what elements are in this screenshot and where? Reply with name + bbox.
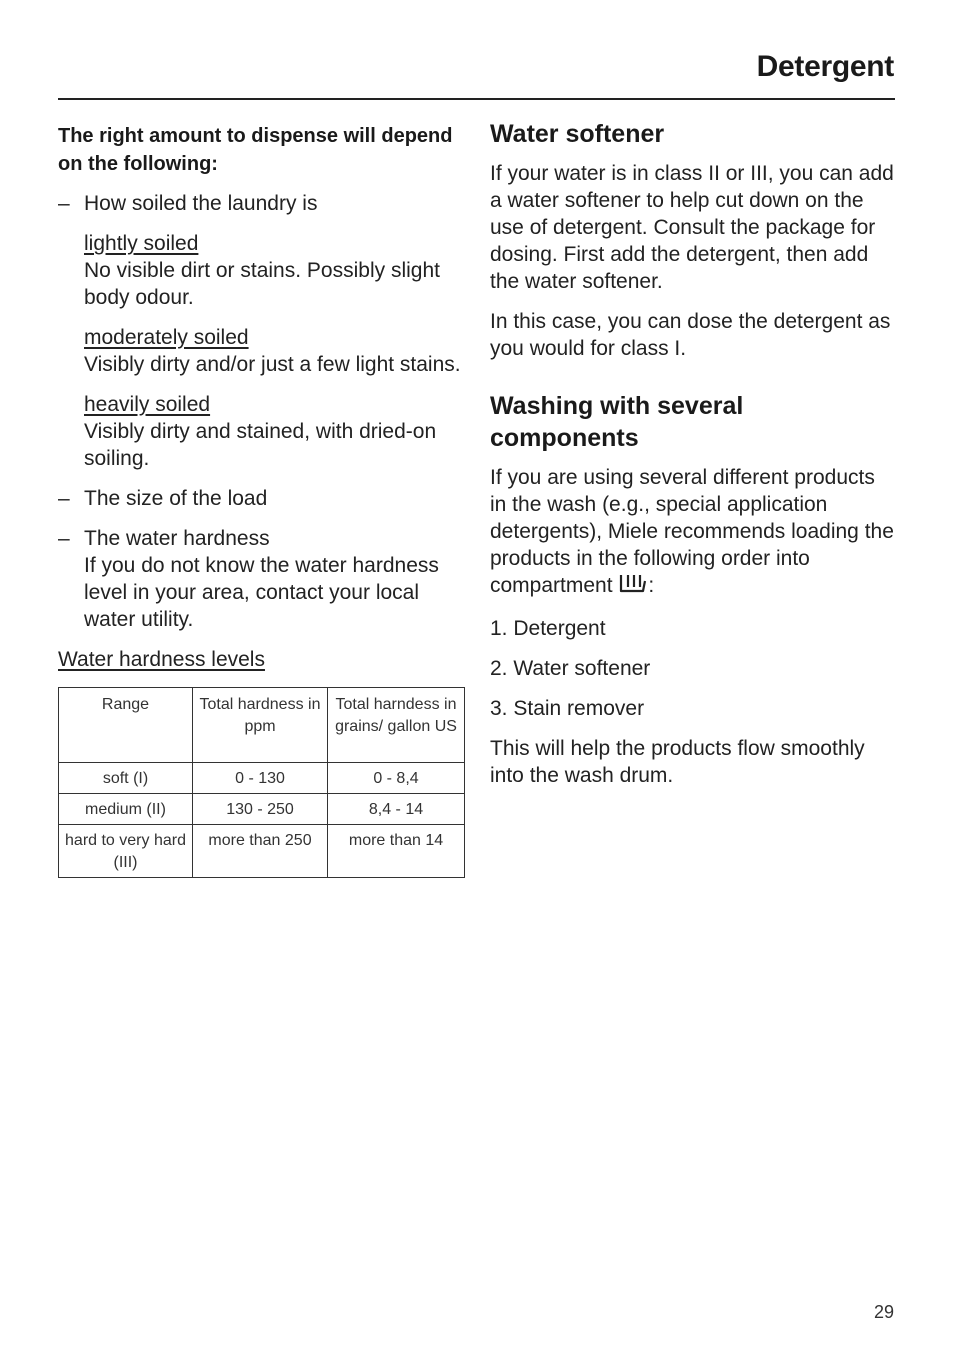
soil-level-heavy bbox=[84, 391, 468, 472]
soil-level-desc: No visible dirt or stains. Possibly slight body odour. bbox=[84, 259, 440, 309]
soil-level-moderate bbox=[84, 324, 468, 378]
dash-bullet: – bbox=[58, 192, 70, 215]
table-cell: 130 - 250 bbox=[193, 794, 328, 825]
factor-hardness-note: If you do not know the water hardness level in your area, contact your local water utility. bbox=[84, 554, 439, 631]
closing-paragraph: This will help the products flow smoothly into the wash drum. bbox=[490, 737, 865, 787]
water-softener-note: In this case, you can dose the detergent as you would for class I. bbox=[490, 310, 891, 360]
factor-load bbox=[58, 485, 468, 512]
main-wash-compartment-icon bbox=[618, 573, 648, 602]
table-row bbox=[59, 794, 465, 825]
table-cell: 0 - 8,4 bbox=[328, 763, 465, 794]
intro-text: The right amount to dispense will depend on the following: bbox=[58, 125, 453, 175]
several-components-paragraph bbox=[490, 464, 895, 602]
factor-hardness bbox=[58, 525, 468, 633]
water-softener-paragraph: If your water is in class II or III, you can add a water softener to help cut down on the use of detergent. Consult the package for dosing. First add the detergent, then add the water softener. bbox=[490, 162, 894, 293]
factor-hardness-label: The water hardness bbox=[84, 527, 270, 550]
table-row bbox=[59, 825, 465, 878]
colon: : bbox=[648, 574, 655, 597]
page-title: Detergent bbox=[756, 50, 894, 83]
table-cell: more than 250 bbox=[193, 825, 328, 878]
table-row bbox=[59, 763, 465, 794]
soil-level-light bbox=[84, 230, 468, 311]
soil-level-term: heavily soiled bbox=[84, 393, 211, 416]
page-number: 29 bbox=[873, 1302, 894, 1322]
table-header-cell: Range bbox=[59, 688, 193, 763]
several-components-text: If you are using several different products in the wash (e.g., special application detergents), Miele recommends loading the products in the following order into compartment bbox=[490, 466, 894, 597]
table-header-cell: Total hardness in ppm bbox=[193, 688, 328, 763]
table-caption: Water hardness levels bbox=[58, 648, 265, 671]
list-item: 3. Stain remover bbox=[490, 697, 645, 720]
table-header-row bbox=[59, 688, 465, 763]
table-cell: medium (II) bbox=[59, 794, 193, 825]
dash-bullet: – bbox=[58, 487, 70, 510]
table-header-cell: Total harndess in grains/ gallon US bbox=[328, 688, 465, 763]
table-cell: more than 14 bbox=[328, 825, 465, 878]
table-cell: soft (I) bbox=[59, 763, 193, 794]
list-item: 1. Detergent bbox=[490, 617, 606, 640]
factor-soiled bbox=[58, 190, 468, 217]
soil-level-desc: Visibly dirty and/or just a few light stains. bbox=[84, 353, 461, 376]
table-cell: hard to very hard (III) bbox=[59, 825, 193, 878]
several-components-heading: Washing with several components bbox=[490, 392, 744, 452]
water-hardness-table bbox=[58, 687, 465, 878]
left-column bbox=[58, 122, 468, 878]
factor-soiled-label: How soiled the laundry is bbox=[84, 192, 318, 215]
dash-bullet: – bbox=[58, 527, 70, 550]
water-softener-heading: Water softener bbox=[490, 120, 665, 148]
table-cell: 0 - 130 bbox=[193, 763, 328, 794]
header-rule bbox=[58, 98, 895, 100]
soil-level-term: lightly soiled bbox=[84, 232, 199, 255]
soil-level-term: moderately soiled bbox=[84, 326, 249, 349]
list-item: 2. Water softener bbox=[490, 657, 651, 680]
table-cell: 8,4 - 14 bbox=[328, 794, 465, 825]
factor-load-label: The size of the load bbox=[84, 487, 268, 510]
right-column bbox=[490, 118, 895, 802]
soil-level-desc: Visibly dirty and stained, with dried-on soiling. bbox=[84, 420, 437, 470]
